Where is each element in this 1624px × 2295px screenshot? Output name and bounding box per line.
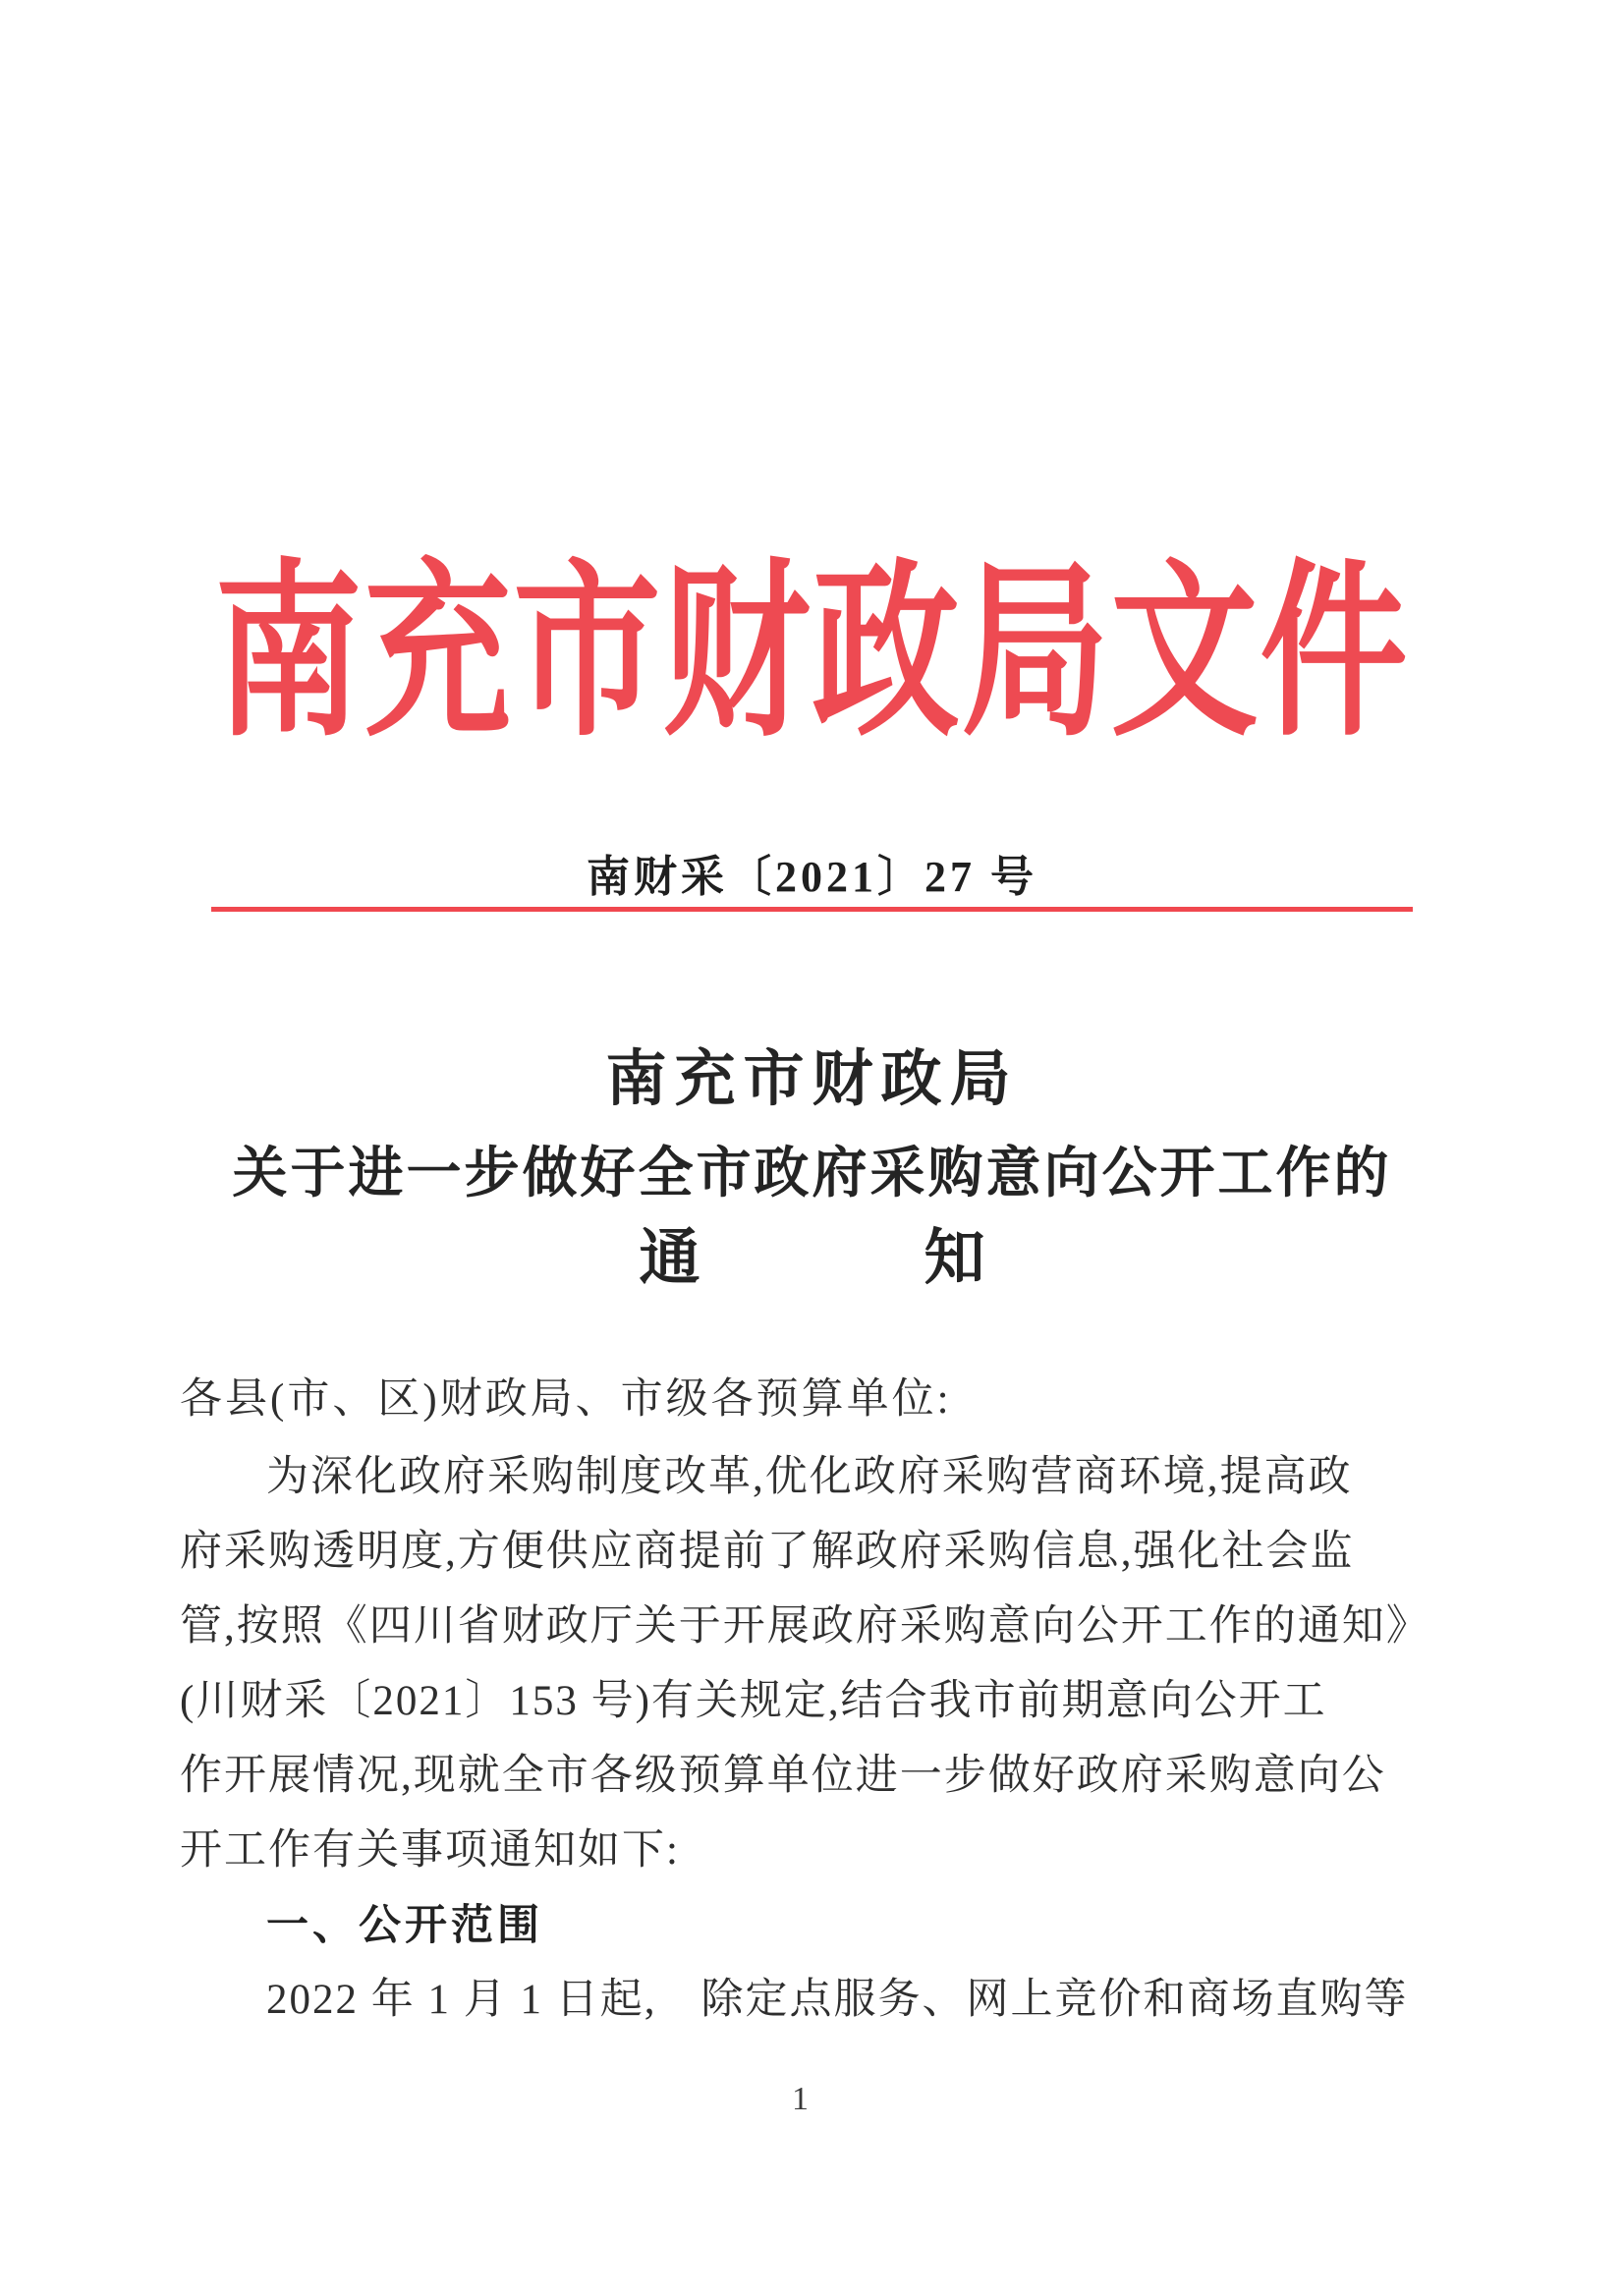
notice-title-word-left: 通: [639, 1225, 700, 1292]
document-number: 南财采〔2021〕27 号: [587, 853, 1037, 901]
salutation-line: 各县(市、区)财政局、市级各预算单位:: [180, 1376, 952, 1423]
notice-title-agency: 南充市财政局: [605, 1046, 1019, 1113]
body-line: 府采购透明度,方便供应商提前了解政府采购信息,强化社会监: [180, 1529, 1355, 1575]
red-divider-line: [211, 907, 1413, 912]
body-line: 作开展情况,现就全市各级预算单位进一步做好政府采购意向公: [180, 1753, 1386, 1799]
body-line: 为深化政府采购制度改革,优化政府采购营商环境,提高政: [266, 1454, 1353, 1500]
notice-title-word-right: 知: [924, 1225, 985, 1292]
agency-banner-title: 南充市财政局文件: [214, 549, 1410, 759]
notice-title-word: [0, 1225, 1624, 1292]
body-line: 管,按照《四川省财政厅关于开展政府采购意向公开工作的通知》: [180, 1603, 1430, 1650]
section-heading: 一、公开范围: [266, 1902, 543, 1949]
body-line: (川财采〔2021〕153 号)有关规定,结合我市前期意向公开工: [180, 1678, 1327, 1724]
body-line: 2022 年 1 月 1 日起, 除定点服务、网上竞价和商场直购等: [266, 1977, 1409, 2023]
page-number: 1: [792, 2081, 809, 2117]
body-line: 开工作有关事项通知如下:: [180, 1827, 680, 1874]
notice-body: [180, 1360, 1430, 2038]
notice-title-subject: 关于进一步做好全市政府采购意向公开工作的: [232, 1144, 1392, 1204]
